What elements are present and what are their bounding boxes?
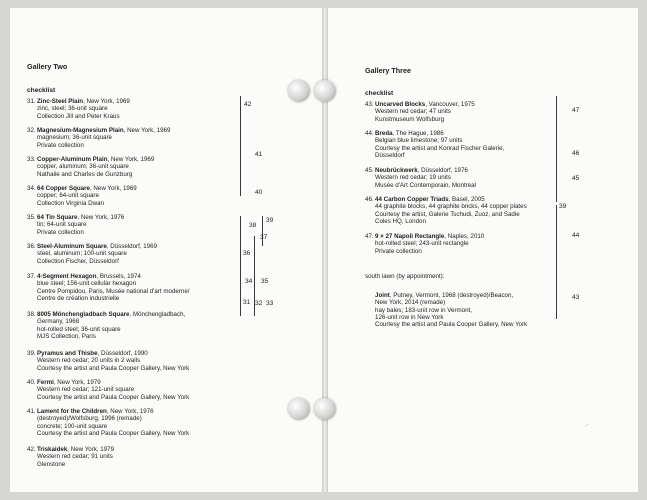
page-number: 45 xyxy=(572,175,580,182)
index-line xyxy=(240,216,241,316)
checklist-entry: 37. 4-Segment Hexagon, Brussels, 1974 blue steel; 156-unit cellular hexagon Centre Pompidou, Paris, Musée national d'art moderne/ Centre de création industrielle xyxy=(27,273,190,302)
pencil-mark: ⸝· xyxy=(585,422,590,428)
checklist-entry: 39. Pyramus and Thisbe, Düsseldorf, 1990 Western red cedar; 20 units in 2 walls Courtesy the artist and Paula Cooper Gallery, New York xyxy=(27,350,190,372)
index-line xyxy=(240,96,241,196)
checklist-entry: 41. Lament for the Children, New York, 1976 (destroyed)/Wolfsburg, 1996 (remade) concrete; 100-unit square Courtesy the artist and Paula Cooper Gallery, New York xyxy=(27,408,190,437)
checklist-entry: 47. 9 × 27 Napoli Rectangle, Naples, 2010 hot-rolled steel; 243-unit rectangle Private collection xyxy=(365,233,485,255)
page-number: 41 xyxy=(255,151,263,158)
checklist-entry: 42. Triskaidek, New York, 1979 Western red cedar; 91 units Glenstone xyxy=(27,446,115,468)
binder-hole xyxy=(288,80,310,102)
checklist-entry: 38. 8005 Mönchengladbach Square, Mönchengladbach, Germany, 1968 hot-rolled steel; 36-unit square MJS Collection, Paris xyxy=(27,311,186,340)
index-line xyxy=(262,216,263,246)
checklist-entry: 36. Steel-Aluminum Square, Düsseldorf, 1969 steel, aluminum; 100-unit square Collection Fischer, Düsseldorf xyxy=(27,243,158,265)
page-number: 43 xyxy=(572,294,580,301)
page-number: 33 xyxy=(266,300,274,307)
page-number: 46 xyxy=(572,150,580,157)
checklist-entry: 31. Zinc-Steel Plain, New York, 1969 zinc, steel; 36-unit square Collection Jill and Peter Kraus xyxy=(27,98,130,120)
checklist-entry: 32. Magnesium-Magnesium Plain, New York, 1969 magnesium; 36-unit square Private collection xyxy=(27,127,171,149)
page-number: 37 xyxy=(260,234,268,241)
binder-hole xyxy=(314,398,336,420)
page-number: 40 xyxy=(255,189,263,196)
index-line xyxy=(556,205,557,319)
gallery-three-title: Gallery Three xyxy=(365,66,411,75)
checklist-entry: 33. Copper-Aluminum Plain, New York, 1969 copper, aluminum; 36-unit square Nathalie and Charles de Gunzburg xyxy=(27,156,155,178)
page-number: 31 xyxy=(243,299,251,306)
checklist-entry: 46. 44 Carbon Copper Triads, Basel, 2005 44 graphite blocks, 44 graphite bricks, 44 copper plates Courtesy the artist, Galerie Tschudi, Zuoz, and Sadie Coles HQ, London xyxy=(365,196,527,225)
checklist-heading: checklist xyxy=(27,87,56,94)
checklist-entry: 34. 64 Copper Square, New York, 1969 copper; 64-unit square Collection Virginia Dwan xyxy=(27,185,137,207)
page-number: 42 xyxy=(244,101,252,108)
checklist-heading: checklist xyxy=(365,90,394,97)
page-number: 44 xyxy=(572,232,580,239)
page-number: 39 xyxy=(559,203,567,210)
checklist-entry: 40. Fermi, New York, 1979 Western red cedar; 121-unit square Courtesy the artist and Paula Cooper Gallery, New York xyxy=(27,379,190,401)
binder-hole xyxy=(314,80,336,102)
page-number: 34 xyxy=(245,278,253,285)
page-number: 35 xyxy=(261,278,269,285)
checklist-entry: 45. Neubrückwerk, Düsseldorf, 1976 Western red cedar; 19 units Musée d'Art Contemporain, Montreal xyxy=(365,167,476,189)
page-number: 32 xyxy=(255,300,263,307)
checklist-entry: 35. 64 Tin Square, New York, 1976 tin; 64-unit square Private collection xyxy=(27,214,125,236)
page-number: 47 xyxy=(572,107,580,114)
gallery-two-title: Gallery Two xyxy=(27,62,68,71)
binder-hole xyxy=(288,398,310,420)
index-line xyxy=(556,96,557,202)
checklist-entry: 44. Breda, The Hague, 1986 Belgian blue limestone; 97 units Courtesy the artist and Konrad Fischer Galerie, Düsseldorf xyxy=(365,130,505,159)
page-number: 38 xyxy=(249,222,257,229)
page-number: 39 xyxy=(266,217,274,224)
checklist-entry: 43. Uncarved Blocks, Vancouver, 1975 Western red cedar; 47 units Kunstmuseum Wolfsburg xyxy=(365,101,475,123)
page-number: 36 xyxy=(243,250,251,257)
checklist-entry-joint: Joint, Putney, Vermont, 1968 (destroyed)/Beacon, New York, 2014 (remade) hay bales; 183-unit row in Vermont, 126-unit row in New York Courtesy the artist and Paula Cooper Gallery, New York xyxy=(375,292,528,329)
south-lawn-label: south lawn (by appointment): xyxy=(365,273,445,280)
